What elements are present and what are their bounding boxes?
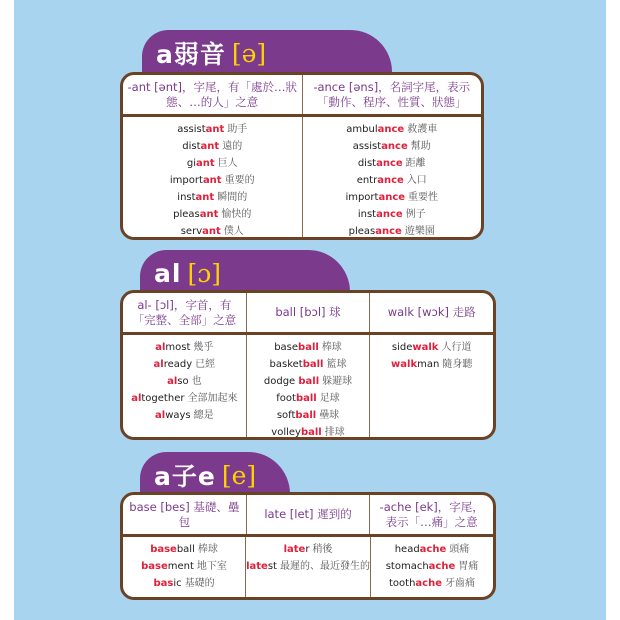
word-highlight: al: [131, 393, 142, 404]
word-entry: [246, 541, 370, 558]
word-highlight: ball: [295, 393, 317, 404]
word-highlight: ant: [205, 124, 225, 135]
word-highlight: al: [155, 342, 166, 353]
section-title: a弱音: [156, 40, 226, 69]
word-translation: 籃球: [326, 359, 347, 370]
word-translation: 幾乎: [193, 342, 214, 353]
section-ipa: [e]: [221, 460, 257, 490]
word-part: assist: [352, 141, 382, 152]
word-part: r: [305, 544, 310, 555]
word-board: [120, 492, 496, 600]
word-translation: 總是: [193, 410, 214, 421]
word-list: [246, 537, 371, 597]
word-part: pleas: [173, 209, 200, 220]
word-translation: 也: [191, 376, 202, 387]
word-translation: 遊樂園: [404, 226, 435, 237]
word-part: import: [345, 192, 379, 203]
word-translation: 壘球: [319, 410, 340, 421]
word-translation: 基礎的: [184, 578, 215, 589]
word-highlight: bas: [153, 578, 174, 589]
word-highlight: ball: [298, 342, 319, 353]
word-part: gi: [186, 158, 196, 169]
word-part: tooth: [388, 578, 416, 589]
word-highlight: ance: [376, 209, 403, 220]
word-entry: [123, 575, 245, 592]
word-part: volley: [271, 427, 301, 438]
word-translation: 僕人: [223, 226, 244, 237]
column-header: -ance [əns]，名詞字尾，表示「動作、程序、性質、狀態」: [313, 79, 471, 109]
word-highlight: ance: [378, 192, 406, 203]
word-translation: 巨人: [217, 158, 238, 169]
column-header: al- [ɔl]，字首，有「完整、全部」之意: [123, 293, 247, 332]
word-highlight: ance: [375, 226, 402, 237]
word-highlight: ball: [295, 410, 317, 421]
word-translation: 棒球: [197, 544, 218, 555]
word-part: side: [391, 342, 413, 353]
word-highlight: ache: [419, 544, 447, 555]
word-part: stomach: [385, 561, 429, 572]
word-part: man: [417, 359, 440, 370]
word-part: ambul: [346, 124, 378, 135]
word-highlight: walk: [412, 342, 439, 353]
word-translation: 地下室: [196, 561, 227, 572]
column-header: late [let] 遲到的: [247, 495, 371, 534]
word-entry: [246, 558, 370, 575]
word-part: basket: [269, 359, 303, 370]
word-part: foot: [276, 393, 296, 404]
word-translation: 已經: [195, 359, 216, 370]
word-highlight: al: [153, 359, 164, 370]
word-list: [123, 537, 246, 597]
word-highlight: al: [167, 376, 178, 387]
word-translation: 入口: [406, 175, 427, 186]
word-entry: [371, 558, 493, 575]
word-part: import: [169, 175, 203, 186]
word-part: entr: [356, 175, 378, 186]
word-highlight: ant: [200, 141, 220, 152]
word-part: ready: [163, 359, 193, 370]
word-part: ic: [173, 578, 182, 589]
word-translation: 棒球: [321, 342, 342, 353]
word-part: ball: [176, 544, 195, 555]
word-highlight: late: [283, 544, 306, 555]
word-part: inst: [177, 192, 196, 203]
word-translation: 排球: [324, 427, 345, 438]
word-translation: 足球: [319, 393, 340, 404]
word-translation: 牙齒痛: [444, 578, 475, 589]
word-translation: 頭痛: [449, 544, 470, 555]
word-part: dodge: [263, 376, 299, 387]
word-highlight: base: [141, 561, 168, 572]
word-translation: 重要性: [408, 192, 439, 203]
word-highlight: late: [246, 561, 268, 572]
word-translation: 瞬間的: [217, 192, 248, 203]
word-part: soft: [276, 410, 296, 421]
word-translation: 重要的: [224, 175, 255, 186]
word-part: ment: [167, 561, 194, 572]
word-translation: 幫助: [410, 141, 431, 152]
word-highlight: walk: [391, 359, 418, 370]
word-part: head: [394, 544, 420, 555]
column-header: ball [bɔl] 球: [247, 293, 371, 332]
word-highlight: ball: [302, 359, 324, 370]
word-highlight: ant: [195, 192, 215, 203]
word-entry: [371, 575, 493, 592]
word-part: dist: [357, 158, 377, 169]
word-translation: 遠的: [222, 141, 243, 152]
word-translation: 例子: [405, 209, 426, 220]
word-part: assist: [177, 124, 206, 135]
section-ipa: [ɔ]: [187, 258, 221, 288]
word-part: dist: [182, 141, 201, 152]
word-list: [371, 537, 493, 597]
word-highlight: ance: [377, 175, 404, 186]
word-highlight: ant: [202, 175, 222, 186]
word-part: pleas: [348, 226, 376, 237]
word-part: together: [141, 393, 185, 404]
column-header: -ache [ek]，字尾，表示「…痛」之意: [379, 499, 484, 529]
word-translation: 距離: [405, 158, 426, 169]
word-highlight: base: [150, 544, 177, 555]
section-title: al: [154, 258, 182, 288]
word-translation: 躲避球: [322, 376, 353, 387]
word-highlight: ball: [300, 427, 322, 438]
word-translation: 胃痛: [458, 561, 479, 572]
word-highlight: ant: [202, 226, 221, 237]
word-highlight: ance: [376, 158, 403, 169]
word-highlight: ant: [199, 209, 219, 220]
word-translation: 隨身聽: [442, 359, 473, 370]
column-header: -ant [ənt]，字尾，有「處於…狀態、…的人」之意: [123, 75, 303, 114]
word-translation: 最遲的、最近發生的: [279, 561, 370, 572]
column-header: base [bes] 基礎、壘包: [123, 495, 247, 534]
column-header: walk [wɔk] 走路: [387, 305, 476, 319]
section-a-consonant-e: [14, 0, 606, 620]
word-part: so: [177, 376, 189, 387]
word-part: inst: [357, 209, 377, 220]
word-part: serv: [180, 226, 203, 237]
word-highlight: ance: [381, 141, 408, 152]
word-highlight: ball: [298, 376, 320, 387]
word-translation: 救護車: [407, 124, 438, 135]
word-highlight: ance: [377, 124, 405, 135]
word-highlight: ache: [415, 578, 442, 589]
word-translation: 人行道: [441, 342, 472, 353]
word-part: st: [267, 561, 277, 572]
word-part: ways: [165, 410, 191, 421]
word-highlight: ache: [428, 561, 456, 572]
word-entry: [371, 541, 493, 558]
word-highlight: al: [155, 410, 166, 421]
section-title: a子e: [154, 462, 216, 491]
vocabulary-page: [14, 0, 606, 620]
word-part: most: [165, 342, 191, 353]
word-entry: [123, 541, 245, 558]
word-translation: 助手: [227, 124, 248, 135]
word-entry: [123, 558, 245, 575]
word-translation: 愉快的: [221, 209, 252, 220]
word-translation: 稍後: [312, 544, 333, 555]
word-translation: 全部加起來: [187, 393, 238, 404]
word-highlight: ant: [195, 158, 215, 169]
section-ipa: [ə]: [231, 38, 267, 68]
word-part: base: [274, 342, 299, 353]
